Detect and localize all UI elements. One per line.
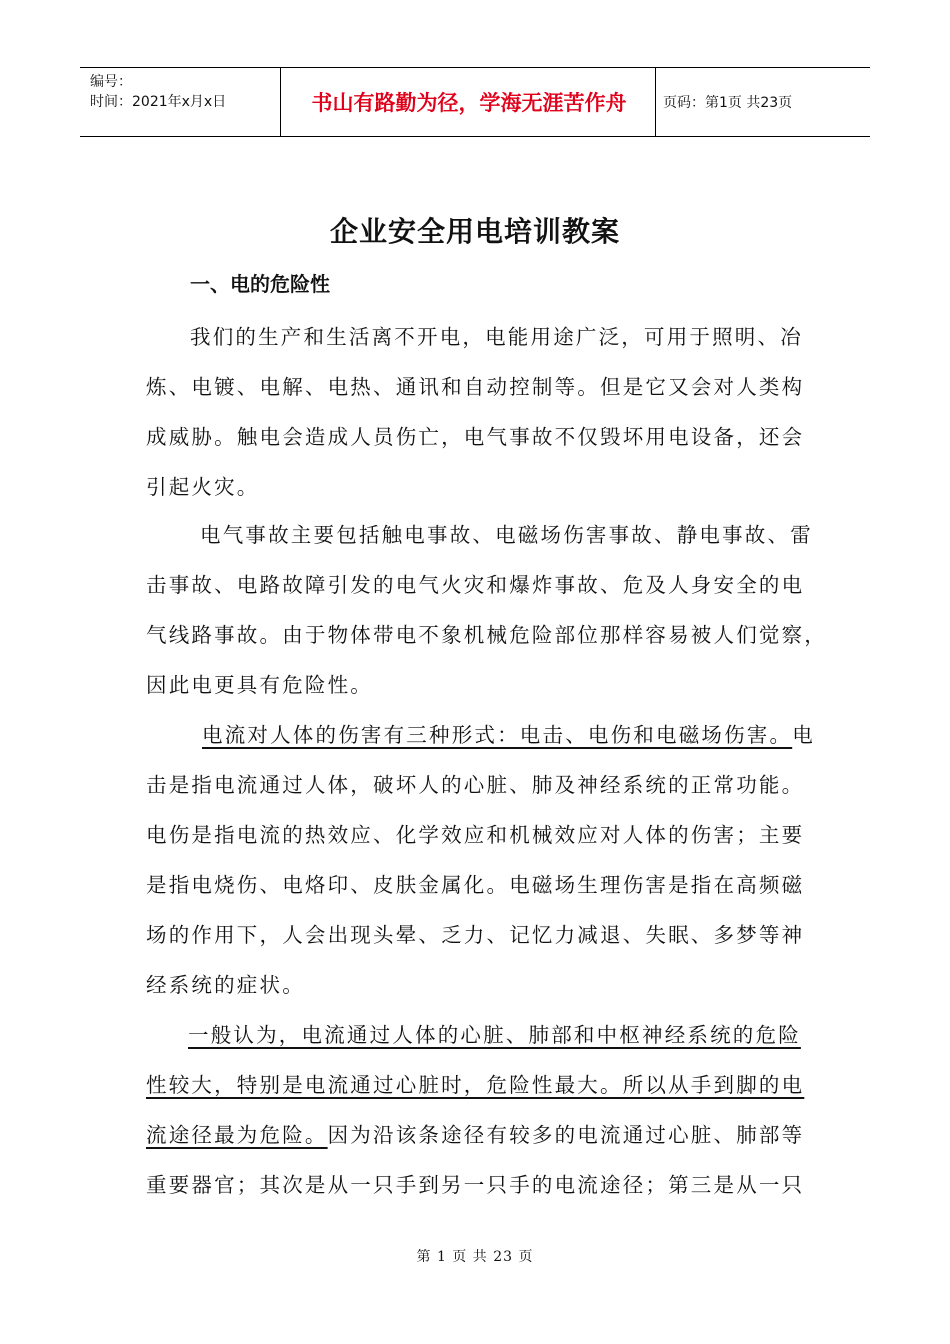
text-span: 经系统的症状。 — [146, 973, 305, 997]
body-text-line — [200, 518, 813, 548]
text-span: 电伤是指电流的热效应、化学效应和机械效应对人体的伤害；主要 — [146, 823, 805, 847]
body-text-line — [146, 420, 804, 450]
body-text-line — [146, 818, 804, 848]
underlined-text: 电流对人体的伤害有三种形式：电击、电伤和电磁场伤害。 — [202, 723, 793, 747]
header-page-code: 页码：第1页 共23页 — [663, 95, 793, 111]
page-footer: 第 1 页 共 23 页 — [416, 1249, 534, 1265]
text-span: 场的作用下，人会出现头晕、乏力、记忆力减退、失眠、多梦等神 — [146, 923, 805, 947]
body-text-line — [146, 568, 804, 598]
text-span: 气线路事故。由于物体带电不象机械危险部位那样容易被人们觉察， — [146, 623, 827, 647]
body-text-line — [146, 618, 827, 648]
underlined-text: 性较大，特别是电流通过心脏时，危险性最大。所以从手到脚的电 — [146, 1073, 805, 1097]
body-text-line — [146, 868, 804, 898]
text-span: 击事故、电路故障引发的电气火灾和爆炸事故、危及人身安全的电 — [146, 573, 805, 597]
body-text-line — [146, 768, 804, 798]
document-title: 企业安全用电培训教案 — [329, 215, 620, 248]
text-span: 引起火灾。 — [146, 475, 260, 499]
body-text-line — [146, 370, 804, 400]
section-heading: 一、电的危险性 — [190, 272, 330, 296]
header-divider — [280, 68, 281, 136]
text-span: 电气事故主要包括触电事故、电磁场伤害事故、静电事故、雷 — [200, 523, 813, 547]
underlined-text: 流途径最为危险。 — [146, 1123, 328, 1147]
body-text-line — [146, 918, 804, 948]
body-text-line — [146, 1118, 804, 1148]
body-text-line — [202, 718, 815, 748]
header-divider — [655, 68, 656, 136]
text-span: 击是指电流通过人体，破坏人的心脏、肺及神经系统的正常功能。 — [146, 773, 805, 797]
underlined-text: 一般认为，电流通过人体的心脏、肺部和中枢神经系统的危险 — [188, 1023, 801, 1047]
text-span: 我们的生产和生活离不开电，电能用途广泛，可用于照明、冶 — [190, 325, 803, 349]
body-text-line — [146, 1068, 804, 1098]
body-text-line — [190, 320, 803, 350]
text-span: 因为沿该条途径有较多的电流通过心脏、肺部等 — [327, 1123, 805, 1147]
text-span: 电 — [792, 723, 815, 747]
text-span: 因此电更具有危险性。 — [146, 673, 373, 697]
text-span: 炼、电镀、电解、电热、通讯和自动控制等。但是它又会对人类构 — [146, 375, 805, 399]
document-number-label: 编号： — [90, 74, 132, 90]
body-text-line — [188, 1018, 801, 1048]
header-motto: 书山有路勤为径，学海无涯苦作舟 — [311, 91, 627, 115]
body-text-line — [146, 1168, 804, 1198]
text-span: 是指电烧伤、电烙印、皮肤金属化。电磁场生理伤害是指在高频磁 — [146, 873, 805, 897]
text-span: 重要器官；其次是从一只手到另一只手的电流途径；第三是从一只 — [146, 1173, 805, 1197]
text-span: 成威胁。触电会造成人员伤亡，电气事故不仅毁坏用电设备，还会 — [146, 425, 805, 449]
body-text-line — [146, 968, 305, 998]
header-meta — [90, 72, 226, 112]
body-text-line — [146, 470, 260, 500]
body-text-line — [146, 668, 373, 698]
page-header — [80, 67, 870, 137]
document-date: 时间：2021年x月x日 — [90, 94, 227, 110]
